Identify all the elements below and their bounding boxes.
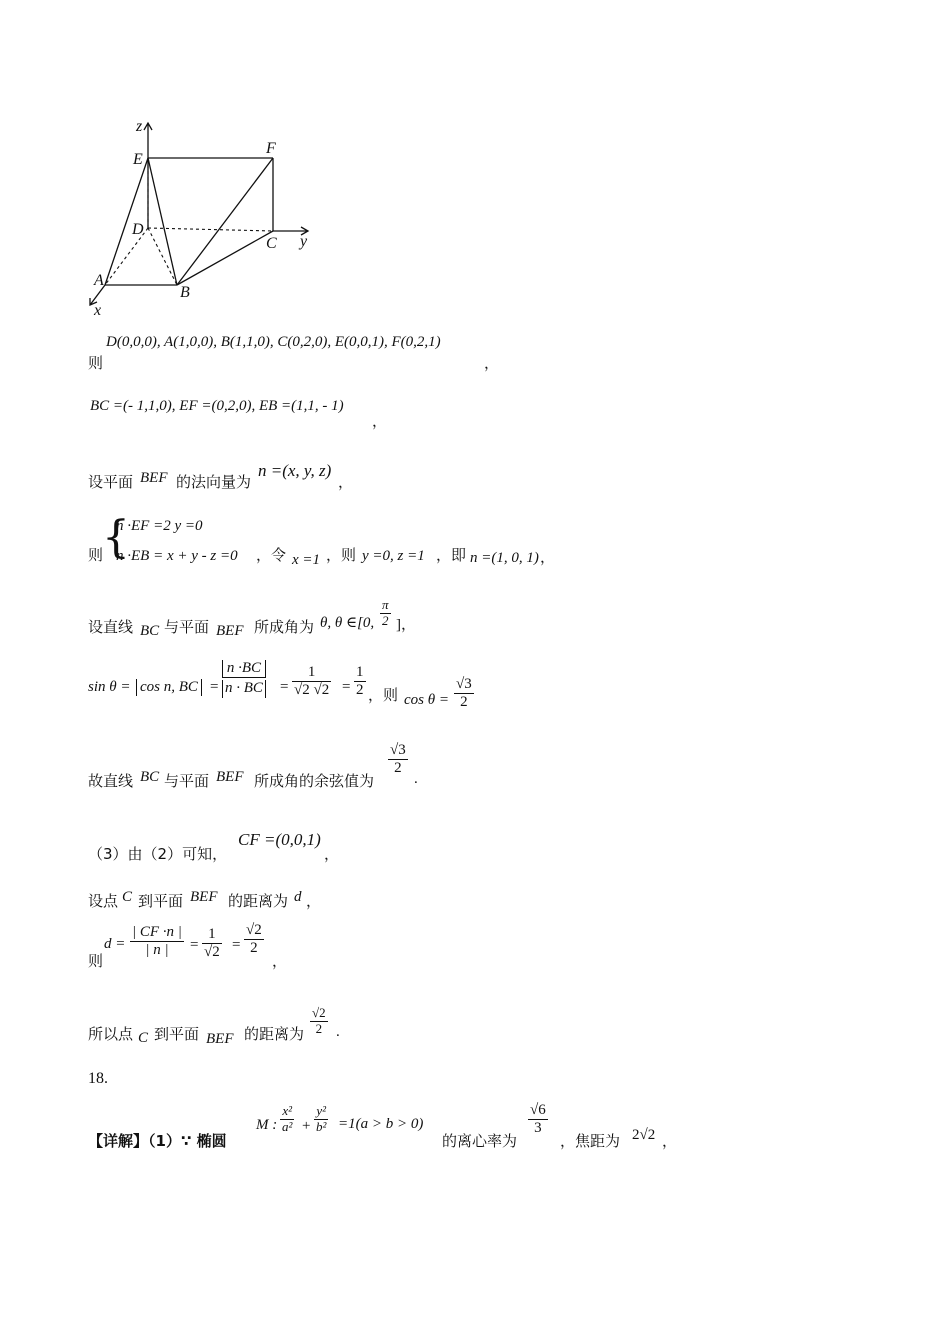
fraction-distance: $\frac{| CF \cdot n |}{| n |}$ — [132, 924, 182, 959]
text-then-2: ，则 — [368, 686, 399, 704]
y-z-values: y =0, z =1 — [362, 548, 425, 564]
fraction-root3-over-2: $\frac{√3}{2}$ — [456, 676, 472, 711]
text-angle-is: 所成角为 — [254, 618, 315, 636]
vector-n-result: n =(1, 0, 1) — [470, 550, 539, 566]
equation-n-eb: n ·EB = x + y - z =0 — [116, 548, 238, 564]
focal-value: 2√2 — [632, 1127, 656, 1143]
text-therefore-line: 故直线 — [88, 772, 134, 790]
fraction-root2-over-2-b: $\frac{√2}{2}$ — [312, 1005, 326, 1036]
equals-4: = — [190, 937, 199, 953]
line4-suffix: ， — [540, 548, 556, 566]
text-set-point: 设点 — [88, 892, 119, 910]
theta-range: θ, θ ∈[0, — [320, 615, 375, 631]
text-part3: （3）由（2）可知， — [88, 845, 228, 863]
text-to-plane: 到平面 — [138, 892, 184, 910]
equals-1: = — [210, 679, 219, 695]
text-let: ，令 — [256, 546, 287, 564]
text-eccentricity: 的离心率为 — [442, 1132, 518, 1150]
vector-cf: CF =(0,0,1) — [238, 830, 321, 849]
x-equals-1: x =1 — [292, 552, 321, 568]
pi-over-2: $\frac{\pi}{2}$ — [382, 597, 389, 628]
point-c: C — [122, 889, 133, 905]
line10-suffix: ， — [272, 952, 288, 970]
line2-suffix: ， — [372, 412, 388, 430]
line13-suffix: ， — [662, 1132, 678, 1150]
equation-n-ef: n ·EF =2 y =0 — [116, 518, 203, 534]
abs-cos-n-bc: cos n, BC — [136, 679, 202, 696]
period-1: . — [414, 771, 418, 787]
plane-bef-2: BEF — [216, 623, 244, 639]
equals-5: = — [232, 937, 241, 953]
text-detail-ellipse: 【详解】（1）∵ 椭圆 — [88, 1132, 227, 1150]
line1-suffix: ， — [484, 354, 500, 372]
geometry-figure — [80, 115, 320, 320]
text-set-plane: 设平面 — [88, 473, 134, 491]
normal-vector-n: n =(x, y, z) — [258, 461, 332, 480]
problem-number-18: 18. — [88, 1070, 108, 1087]
text-distance-is: 的距离为 — [228, 892, 289, 910]
text-and-plane: 与平面 — [164, 618, 210, 636]
label-D: D — [132, 221, 144, 238]
text-namely: ，即 — [436, 546, 467, 564]
fraction-root3-over-2-b: $\frac{√3}{2}$ — [390, 742, 406, 777]
label-z: z — [136, 118, 143, 135]
ellipse-condition: =1(a > b > 0) — [338, 1116, 424, 1132]
label-y: y — [300, 233, 308, 250]
text-focal-distance: ，焦距为 — [560, 1132, 621, 1150]
fraction-1-over-root2root2: $\frac{1}{√2 √2}$ — [294, 664, 330, 699]
fraction-x2-a2: $\frac{\text{x²}}{\text{a²}}$ — [282, 1103, 293, 1134]
line8-suffix: ， — [324, 845, 340, 863]
points-coordinates: D(0,0,0), A(1,0,0), B(1,1,0), C(0,2,0), E(0,0,1), F(0,2,1) — [106, 334, 441, 350]
range-close: ]， — [396, 617, 416, 633]
equals-2: = — [280, 679, 289, 695]
text-to-plane-2: 到平面 — [154, 1025, 200, 1043]
plane-bef: BEF — [140, 470, 168, 486]
fraction-root6-over-3: $\frac{√6}{3}$ — [530, 1102, 546, 1137]
sin-theta: sin θ = — [88, 679, 131, 695]
line9-suffix: ， — [306, 892, 322, 910]
equals-3: = — [342, 679, 351, 695]
text-then: ，则 — [326, 546, 357, 564]
line1-prefix: 则 — [88, 354, 104, 372]
line4-prefix: 则 — [88, 546, 104, 564]
text-set-line: 设直线 — [88, 618, 134, 636]
fraction-one-half: $\frac{1}{2}$ — [356, 664, 364, 699]
label-A: A — [94, 272, 104, 289]
text-cosine-value: 所成角的余弦值为 — [254, 772, 375, 790]
point-c-2: C — [138, 1030, 149, 1046]
text-so-point: 所以点 — [88, 1025, 134, 1043]
label-E: E — [133, 151, 143, 168]
label-B: B — [180, 284, 190, 301]
period-2: . — [336, 1024, 340, 1040]
label-F: F — [266, 140, 276, 157]
label-C: C — [266, 235, 277, 252]
line-bc: BC — [140, 623, 160, 639]
line-bc-2: BC — [140, 769, 160, 785]
plane-bef-5: BEF — [206, 1031, 234, 1047]
text-and-plane-2: 与平面 — [164, 772, 210, 790]
fraction-dot-over-magnitudes: $\frac{n \cdot BC}{n \cdot BC}$ — [222, 660, 266, 698]
plus-sign: + — [302, 1118, 311, 1134]
fraction-y2-b2: $\frac{\text{y²}}{\text{b²}}$ — [316, 1103, 327, 1134]
line10-prefix: 则 — [88, 952, 104, 970]
plane-bef-3: BEF — [216, 769, 244, 785]
ellipse-m: M : — [256, 1117, 278, 1133]
plane-bef-4: BEF — [190, 889, 218, 905]
text-distance-is-2: 的距离为 — [244, 1025, 305, 1043]
fraction-1-over-root2: $\frac{1}{√2}$ — [204, 926, 220, 961]
fraction-root2-over-2: $\frac{√2}{2}$ — [246, 922, 262, 957]
label-x: x — [94, 302, 102, 319]
text-normal-vector: 的法向量为 — [176, 473, 252, 491]
cos-theta: cos θ = — [404, 692, 449, 708]
vectors-bc-ef-eb: BC =(- 1,1,0), EF =(0,2,0), EB =(1,1, - 1) — [90, 398, 344, 414]
left-brace: { — [102, 512, 130, 563]
variable-d: d — [294, 889, 302, 905]
line3-suffix: ， — [338, 473, 354, 491]
d-equals: d = — [104, 936, 126, 952]
